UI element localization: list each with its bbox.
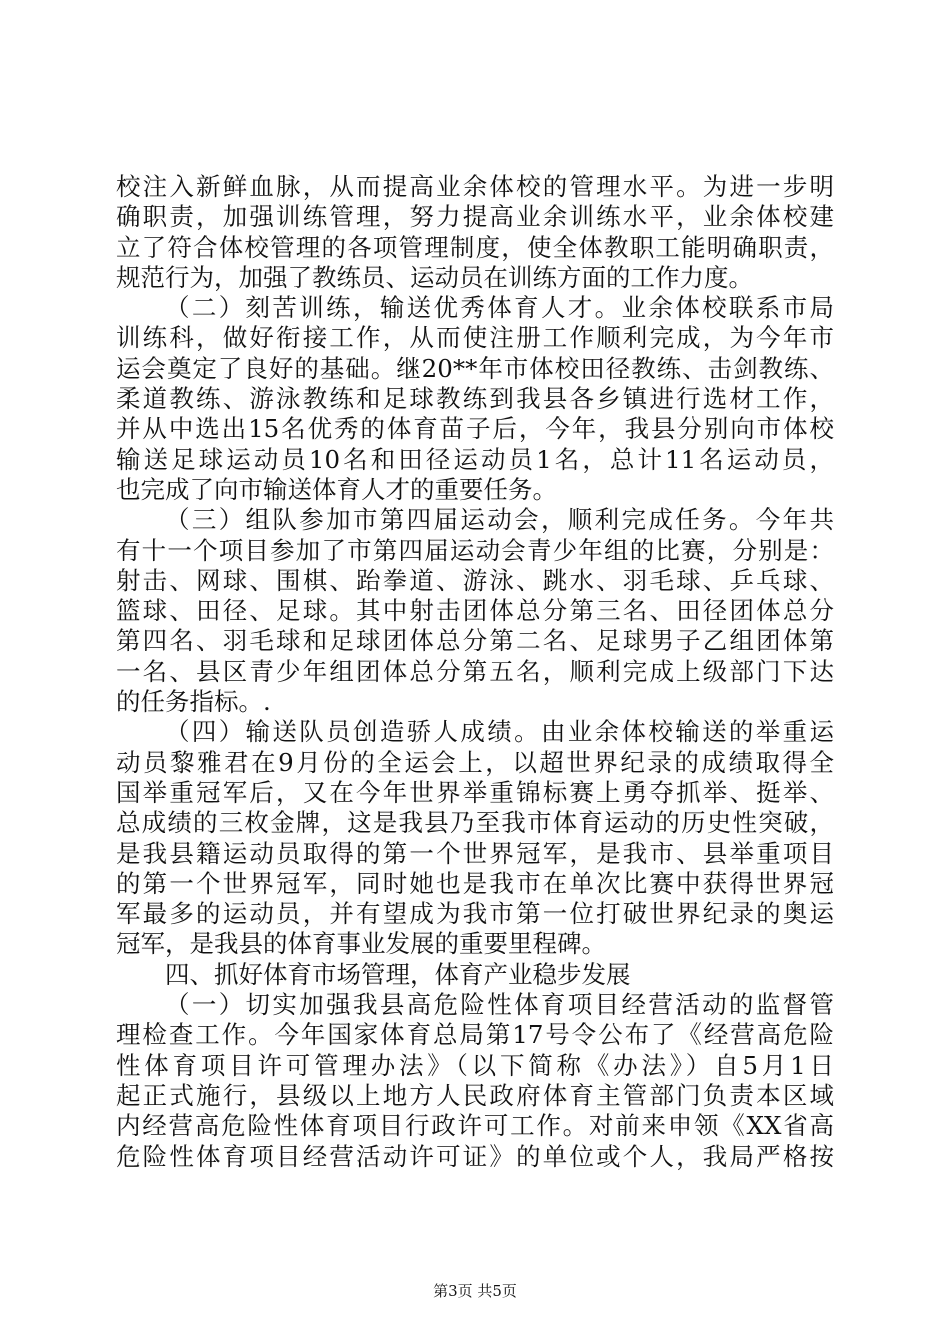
text-line: 也完成了向市输送体育人才的重要任务。 [116, 474, 557, 504]
text-line: 篮球、田径、足球。其中射击团体总分第三名、田径团体总分 [116, 596, 834, 626]
text-line: 第四名、羽毛球和足球团体总分第二名、足球男子乙组团体第 [116, 626, 834, 656]
text-line: 国举重冠军后，又在今年世界举重锦标赛上勇夺抓举、挺举、 [116, 777, 834, 807]
text-line: （一）切实加强我县高危险性体育项目经营活动的监督管 [165, 990, 834, 1020]
text-line: 一名、县区青少年组团体总分第五名，顺利完成上级部门下达 [116, 656, 834, 686]
text-line: 确职责，加强训练管理，努力提高业余训练水平，业余体校建 [116, 202, 834, 232]
text-line: 军最多的运动员，并有望成为我市第一位打破世界纪录的奥运 [116, 899, 834, 929]
text-line: 并从中选出15名优秀的体育苗子后，今年，我县分别向市体校 [116, 414, 834, 444]
text-line: 有十一个项目参加了市第四届运动会青少年组的比赛，分别是： [116, 535, 834, 565]
text-line: （三）组队参加市第四届运动会，顺利完成任务。今年共 [165, 505, 834, 535]
text-line: 是我县籍运动员取得的第一个世界冠军，是我市、县举重项目 [116, 838, 834, 868]
document-body [116, 172, 834, 1172]
text-line: 内经营高危险性体育项目行政许可工作。对前来申领《XX省高 [116, 1111, 834, 1141]
text-line: 规范行为，加强了教练员、运动员在训练方面的工作力度。 [116, 262, 753, 292]
text-line: 立了符合体校管理的各项管理制度，使全体教职工能明确职责， [116, 232, 834, 262]
text-line: 危险性体育项目经营活动许可证》的单位或个人，我局严格按 [116, 1141, 834, 1171]
text-line: 起正式施行，县级以上地方人民政府体育主管部门负责本区域 [116, 1080, 834, 1110]
text-line: 柔道教练、游泳教练和足球教练到我县各乡镇进行选材工作， [116, 384, 834, 414]
text-line: 冠军，是我县的体育事业发展的重要里程碑。 [116, 929, 606, 959]
text-line: （二）刻苦训练，输送优秀体育人才。业余体校联系市局 [165, 293, 834, 323]
text-line: 输送足球运动员10名和田径运动员1名，总计11名运动员， [116, 444, 834, 474]
text-line: （四）输送队员创造骄人成绩。由业余体校输送的举重运 [165, 717, 834, 747]
text-line: 动员黎雅君在9月份的全运会上，以超世界纪录的成绩取得全 [116, 747, 834, 777]
text-line: 训练科，做好衔接工作，从而使注册工作顺利完成，为今年市 [116, 323, 834, 353]
text-line: 的第一个世界冠军，同时她也是我市在单次比赛中获得世界冠 [116, 868, 834, 898]
text-line: 理检查工作。今年国家体育总局第17号令公布了《经营高危险 [116, 1020, 834, 1050]
text-line: 射击、网球、围棋、跆拳道、游泳、跳水、羽毛球、乒乓球、 [116, 565, 834, 595]
text-line: 性体育项目许可管理办法》（以下简称《办法》）自5月1日 [116, 1050, 834, 1080]
text-line: 运会奠定了良好的基础。继20**年市体校田径教练、击剑教练、 [116, 353, 834, 383]
text-line: 校注入新鲜血脉，从而提高业余体校的管理水平。为进一步明 [116, 172, 834, 201]
text-line: 总成绩的三枚金牌，这是我县乃至我市体育运动的历史性突破， [116, 808, 834, 838]
text-line: 的任务指标。. [116, 687, 271, 717]
page-footer: 第3页 共5页 [433, 1282, 517, 1300]
text-line: 四、抓好体育市场管理，体育产业稳步发展 [165, 959, 631, 989]
